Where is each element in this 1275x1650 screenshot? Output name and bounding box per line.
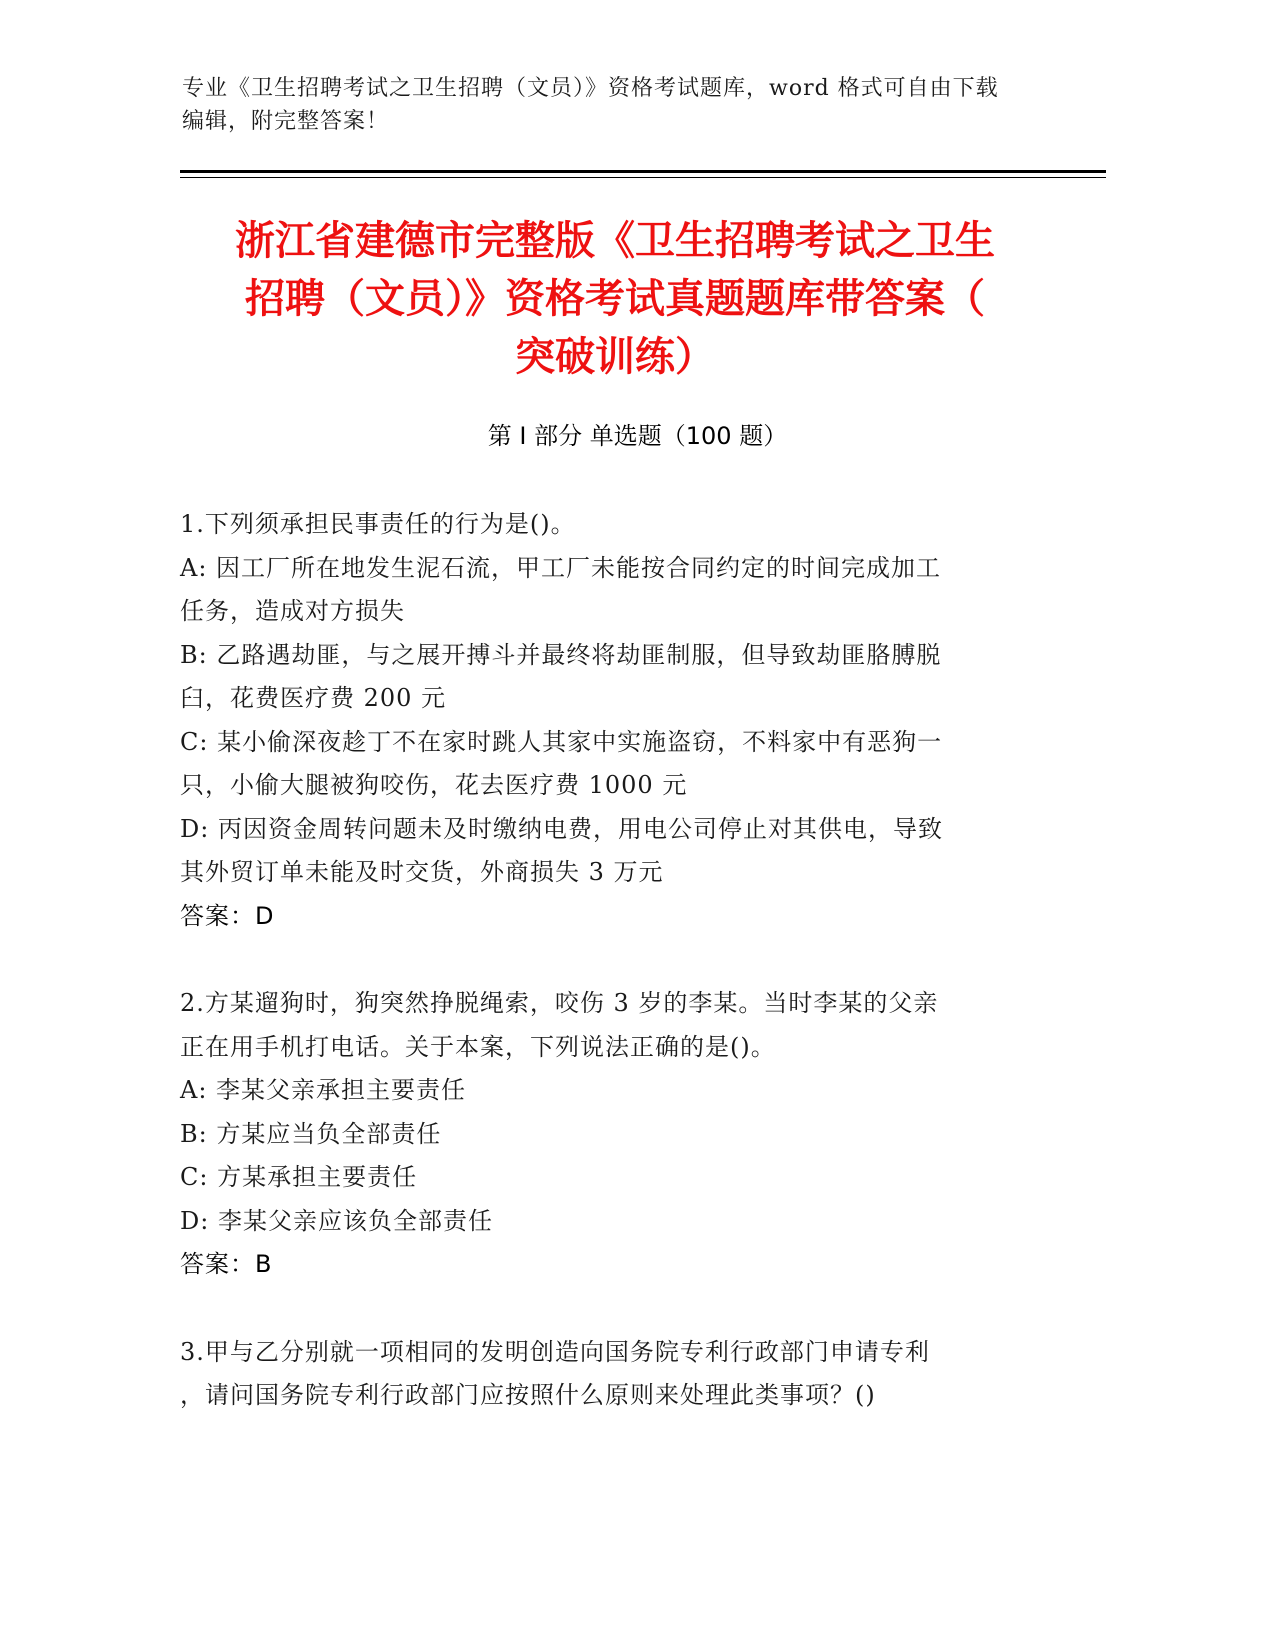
option-d-line-2: 其外贸订单未能及时交货，外商损失 3 万元 bbox=[180, 858, 664, 886]
question-list bbox=[180, 503, 1030, 1462]
option-a: A: 李某父亲承担主要责任 bbox=[180, 1076, 467, 1104]
question-stem-line-2: 正在用手机打电话。关于本案，下列说法正确的是()。 bbox=[180, 1032, 776, 1061]
document-title-line-2: 招聘（文员）》资格考试真题题库带答案（ bbox=[245, 276, 985, 322]
question-stem-line-1: 2.方某遛狗时，狗突然挣脱绳索，咬伤 3 岁的李某。当时李某的父亲 bbox=[180, 989, 939, 1017]
header-divider-thick bbox=[180, 170, 1106, 173]
document-title bbox=[185, 212, 1045, 386]
answer-label: 答案：B bbox=[180, 1250, 273, 1278]
option-a-line-1: A: 因工厂所在地发生泥石流，甲工厂未能按合同约定的时间完成加工 bbox=[180, 553, 942, 582]
question-3 bbox=[180, 1331, 1030, 1418]
option-d-line-1: D: 丙因资金周转问题未及时缴纳电费，用电公司停止对其供电，导致 bbox=[180, 814, 943, 843]
option-b-line-2: 臼，花费医疗费 200 元 bbox=[180, 684, 447, 712]
header-divider-thin bbox=[180, 177, 1106, 178]
option-d: D: 李某父亲应该负全部责任 bbox=[180, 1206, 493, 1235]
document-title-line-3: 突破训练） bbox=[515, 334, 715, 380]
header-note bbox=[182, 72, 1042, 138]
header-note-line-1: 专业《卫生招聘考试之卫生招聘（文员）》资格考试题库，word 格式可自由下载 bbox=[182, 76, 999, 101]
question-1 bbox=[180, 503, 1030, 938]
question-stem-line-1: 3.甲与乙分别就一项相同的发明创造向国务院专利行政部门申请专利 bbox=[180, 1337, 930, 1366]
section-heading: 第 I 部分 单选题（100 题） bbox=[487, 422, 788, 450]
option-c-line-1: C: 某小偷深夜趁丁不在家时跳人其家中实施盗窃，不料家中有恶狗一 bbox=[180, 727, 943, 756]
question-2 bbox=[180, 982, 1030, 1287]
document-title-line-1: 浙江省建德市完整版《卫生招聘考试之卫生 bbox=[235, 218, 995, 264]
answer-label: 答案：D bbox=[180, 901, 275, 930]
question-stem-line-2: ，请问国务院专利行政部门应按照什么原则来处理此类事项？() bbox=[180, 1381, 876, 1409]
option-b-line-1: B: 乙路遇劫匪，与之展开搏斗并最终将劫匪制服，但导致劫匪胳膊脱 bbox=[180, 640, 942, 669]
question-stem: 1.下列须承担民事责任的行为是()。 bbox=[180, 510, 576, 538]
option-a-line-2: 任务，造成对方损失 bbox=[180, 597, 405, 625]
header-note-line-2: 编辑，附完整答案！ bbox=[182, 109, 390, 134]
option-c-line-2: 只，小偷大腿被狗咬伤，花去医疗费 1000 元 bbox=[180, 771, 688, 799]
option-b: B: 方某应当负全部责任 bbox=[180, 1119, 442, 1148]
option-c: C: 方某承担主要责任 bbox=[180, 1163, 418, 1191]
